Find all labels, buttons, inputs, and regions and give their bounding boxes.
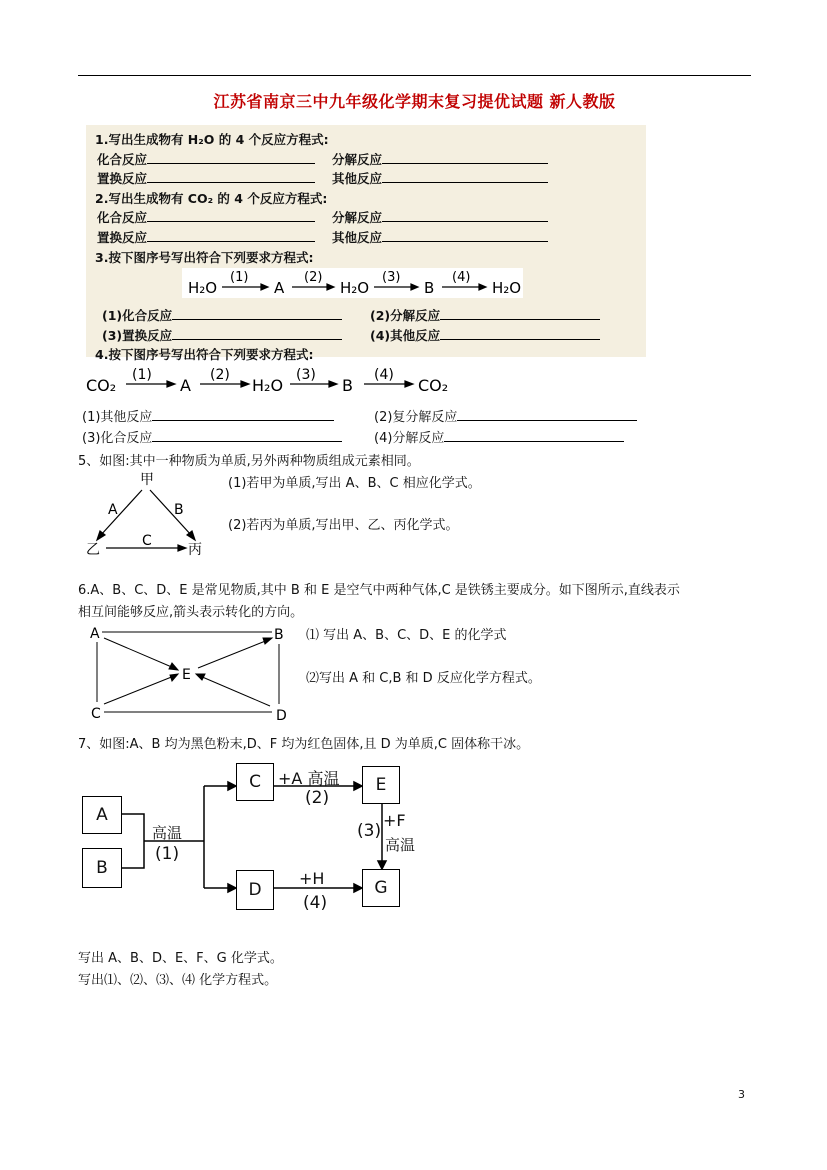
chain-species-0: H₂O [188,279,218,297]
answer-blank[interactable] [147,229,315,242]
arrow-a [100,490,142,536]
step-1: (1) [155,844,180,864]
q4-heading: 4.按下图序号写出符合下列要求方程式: [95,347,314,362]
chain-step-1: (1) [132,367,152,383]
chain-species-3: B [424,279,435,297]
q2-decompose-label: 分解反应 [332,210,383,225]
answer-blank[interactable] [382,170,548,183]
chain-step-2: (2) [210,367,230,383]
q3-item-3 [102,326,342,344]
q5-text: 5、如图:其中一种物质为单质,另外两种物质组成元素相同。 [78,454,420,469]
q3-reaction-chain [180,266,525,300]
q4-item-2-label: (2)复分解反应 [374,410,458,425]
box-a: A [82,796,122,834]
arrow-e-b [198,640,268,668]
q4-reaction-chain [84,362,464,398]
arrowhead [170,674,178,681]
q4-item-3 [82,427,342,446]
page-title: 江苏省南京三中九年级化学期末复习提优试题 新人教版 [213,92,616,111]
answer-blank[interactable] [382,229,548,242]
q2-other-label: 其他反应 [332,230,383,245]
q4-item-2 [374,406,637,425]
q1-replace-row [97,169,315,187]
edge-label-a: A [108,502,118,518]
chain-species-0: CO₂ [86,376,117,395]
answer-blank[interactable] [147,151,315,164]
chain-species-2: H₂O [252,376,284,395]
arrow-b [150,490,192,536]
page-number: 3 [738,1088,745,1101]
answer-blank[interactable] [382,151,548,164]
box-c: C [236,763,274,801]
q2-heading: 2.写出生成物有 CO₂ 的 4 个反应方程式: [95,191,328,206]
node-a: A [90,626,100,642]
node-d: D [276,708,287,724]
q2-decompose-row [332,208,548,226]
answer-blank[interactable] [382,209,548,222]
q6-sub-1: ⑴ 写出 A、B、C、D、E 的化学式 [306,628,507,643]
label-2: +A 高温 [278,769,340,788]
chain-step-2: (2) [304,270,323,285]
node-e: E [182,667,191,683]
q6-text-line2: 相互间能够反应,箭头表示转化的方向。 [78,605,304,620]
q5-sub-1: (1)若甲为单质,写出 A、B、C 相应化学式。 [228,476,481,491]
q3-item-4 [370,326,600,344]
label-4: +H [299,869,325,888]
answer-blank[interactable] [444,429,624,442]
chain-species-1: A [274,279,285,297]
q1-combine-row [97,150,315,168]
arrowhead [378,861,386,869]
q3-heading: 3.按下图序号写出符合下列要求方程式: [95,250,314,265]
q3-item-3-label: (3)置换反应 [102,328,173,343]
chain-step-1: (1) [230,270,249,285]
q2-replace-row [97,228,315,246]
answer-blank[interactable] [172,327,342,340]
answer-blank[interactable] [440,307,600,320]
answer-blank[interactable] [147,170,315,183]
answer-blank[interactable] [440,327,600,340]
q2-combine-row [97,208,315,226]
q3-item-1 [102,306,342,324]
box-e: E [362,766,400,804]
answer-blank[interactable] [172,307,342,320]
q6-relation-diagram [88,622,294,724]
chain-step-3: (3) [296,367,316,383]
arrowhead [241,381,249,387]
node-c: C [91,706,101,722]
edge-label-b: B [174,502,184,518]
chain-species-3: B [342,376,353,395]
label-3-cond: 高温 [385,836,416,854]
q7-task-1: 写出 A、B、D、E、F、G 化学式。 [78,951,283,966]
arrow-c-e [104,676,174,704]
arrowhead [167,381,175,387]
chain-step-4: (4) [452,270,471,285]
cond-1: 高温 [152,824,183,842]
arrowhead [169,663,178,670]
node-b: B [274,627,284,643]
step-2: (2) [305,788,330,808]
q1-replace-label: 置换反应 [97,171,148,186]
q1-decompose-label: 分解反应 [332,152,383,167]
q2-combine-label: 化合反应 [97,210,148,225]
chain-species-2: H₂O [340,279,370,297]
arrowhead [178,545,186,551]
node-jia: 甲 [140,472,154,488]
q1-other-label: 其他反应 [332,171,383,186]
step-4: (4) [303,893,328,913]
box-b: B [82,848,122,888]
answer-blank[interactable] [147,209,315,222]
arrowhead [196,674,205,680]
arrowhead [228,782,236,790]
q2-other-row [332,228,548,246]
arrowhead [405,381,413,387]
chain-step-4: (4) [374,367,394,383]
join-ab [121,814,144,868]
chain-species-4: CO₂ [418,376,449,395]
q3-item-2 [370,306,600,324]
q1-combine-label: 化合反应 [97,152,148,167]
box-d: D [236,870,274,910]
q2-replace-label: 置换反应 [97,230,148,245]
answer-blank[interactable] [152,429,342,442]
q3-item-1-label: (1)化合反应 [102,308,173,323]
q5-triangle-diagram [84,468,224,560]
arrowhead [354,782,362,790]
chain-species-1: A [180,376,191,395]
edge-label-c: C [142,533,152,549]
chain-species-4: H₂O [492,279,522,297]
q4-item-3-label: (3)化合反应 [82,431,153,446]
q1-heading: 1.写出生成物有 H₂O 的 4 个反应方程式: [95,132,329,147]
q1-decompose-row [332,150,548,168]
q4-item-4 [374,427,624,446]
answer-blank[interactable] [457,408,637,421]
q6-text-line1: 6.A、B、C、D、E 是常见物质,其中 B 和 E 是空气中两种气体,C 是铁锈主要成分。如下图所示,直线表示 [78,583,680,598]
arrowhead [228,884,236,892]
node-yi: 乙 [86,542,100,558]
q1-other-row [332,169,548,187]
q4-item-4-label: (4)分解反应 [374,431,445,446]
header-rule [78,75,751,76]
q5-sub-2: (2)若丙为单质,写出甲、乙、丙化学式。 [228,518,459,533]
arrowhead [354,884,362,892]
arrow-a-e [104,638,174,668]
q7-task-2: 写出⑴、⑵、⑶、⑷ 化学方程式。 [78,973,278,988]
q3-item-4-label: (4)其他反应 [370,328,441,343]
q4-item-1-label: (1)其他反应 [82,410,153,425]
arrowhead [263,638,272,644]
chain-step-3: (3) [382,270,401,285]
label-3-plus: +F [383,811,406,830]
q4-item-1 [82,406,334,425]
arrowhead [329,381,337,387]
arrow-d-e [200,676,270,706]
q6-sub-2: ⑵写出 A 和 C,B 和 D 反应化学方程式。 [306,671,541,686]
node-bing: 丙 [188,542,202,558]
q3-item-2-label: (2)分解反应 [370,308,441,323]
answer-blank[interactable] [152,408,334,421]
box-g: G [362,869,400,907]
q7-text: 7、如图:A、B 均为黑色粉末,D、F 均为红色固体,且 D 为单质,C 固体称干冰。 [78,737,530,752]
step-3: (3) [357,821,382,841]
